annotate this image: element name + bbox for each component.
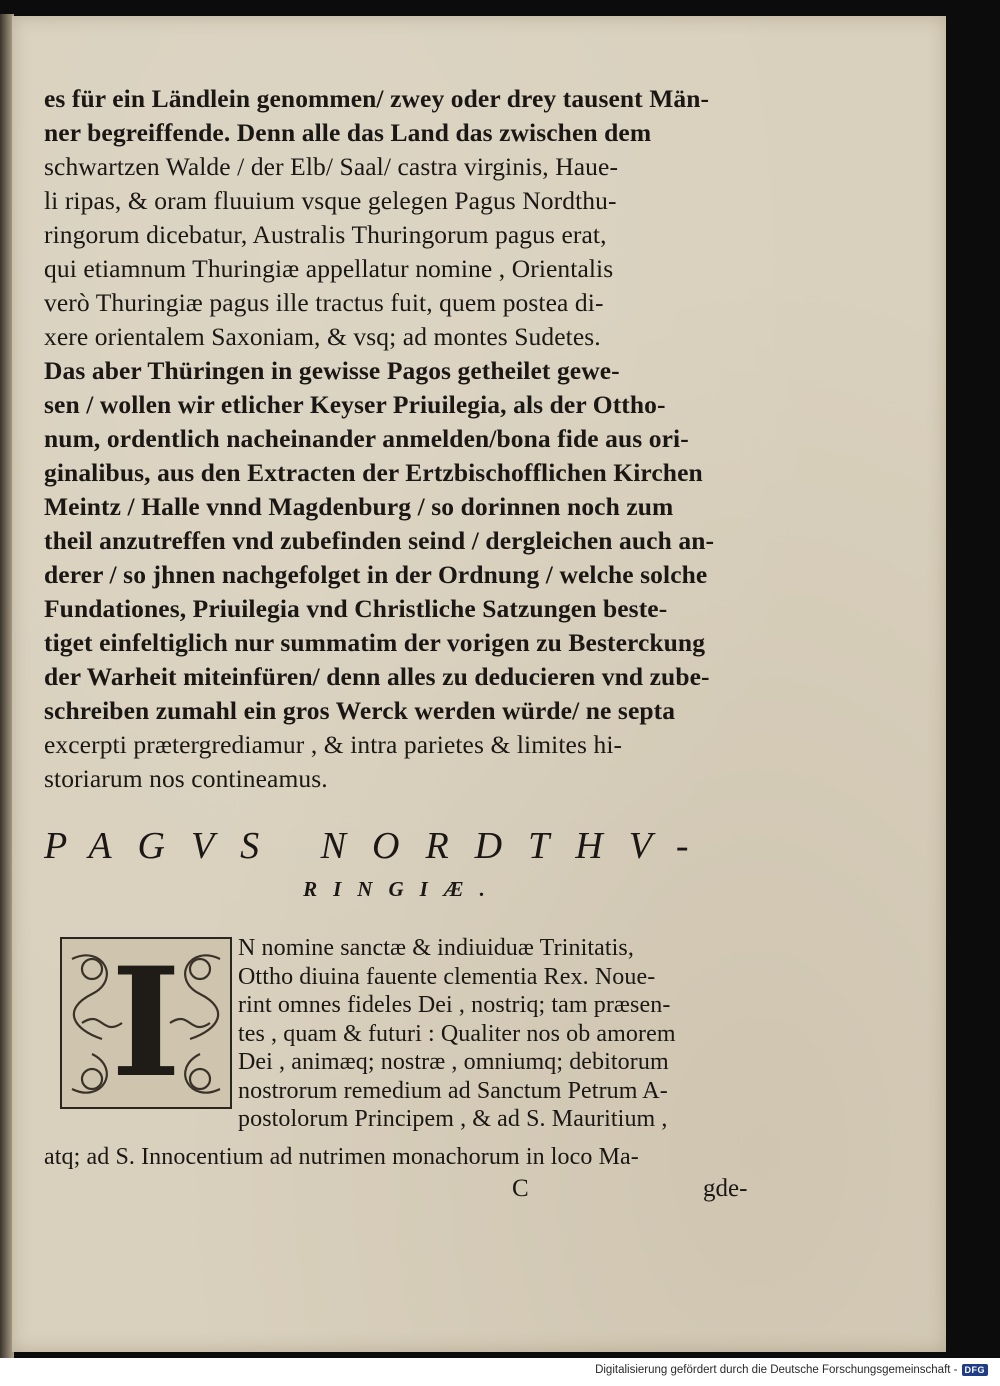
text-line: li ripas, & oram fluuium vsque gelegen Pagus Nordthu- bbox=[44, 186, 617, 215]
text-line: schreiben zumahl ein gros Werck werden würde/ ne septa bbox=[44, 696, 676, 725]
text-line: theil anzutreffen vnd zubefinden seind / dergleichen auch an- bbox=[44, 526, 715, 555]
text-line: qui etiamnum Thuringiæ appellatur nomine , Orientalis bbox=[44, 254, 614, 283]
text-line: derer / so jhnen nachgefolget in der Ordnung / welche solche bbox=[44, 560, 708, 589]
footer-credit bbox=[595, 1364, 988, 1376]
text-line: es für ein Ländlein genommen/ zwey oder drey tausent Män- bbox=[44, 84, 710, 113]
text-line: Dei , animæq; nostræ , omniumq; debitorum bbox=[238, 1049, 669, 1075]
text-block-bottom bbox=[44, 1143, 760, 1172]
text-line: sen / wollen wir etlicher Keyser Priuilegia, als der Ottho- bbox=[44, 390, 666, 419]
section-heading bbox=[44, 822, 760, 904]
text-line: num, ordentlich nacheinander anmelden/bona fide aus ori- bbox=[44, 424, 689, 453]
text-line: tiget einfeltiglich nur summatim der vorigen zu Besterckung bbox=[44, 628, 706, 657]
text-line: ginalibus, aus den Extracten der Ertzbischofflichen Kirchen bbox=[44, 458, 703, 487]
text-line: xere orientalem Saxoniam, & vsq; ad montes Sudetes. bbox=[44, 322, 601, 351]
text-line: verò Thuringiæ pagus ille tractus fuit, quem postea di- bbox=[44, 288, 604, 317]
text-line: Das aber Thüringen in gewisse Pagos getheilet gewe- bbox=[44, 356, 620, 385]
text-block-beside-initial bbox=[238, 934, 762, 1134]
heading-line-1: PAGVS NORDTHV- bbox=[44, 825, 715, 867]
text-line: ringorum dicebatur, Australis Thuringorum pagus erat, bbox=[44, 220, 607, 249]
catchword: gde- bbox=[703, 1175, 748, 1202]
dfg-logo: DFG bbox=[962, 1364, 989, 1376]
signature-mark: C bbox=[512, 1175, 529, 1202]
text-block-top bbox=[44, 82, 760, 796]
initial-letter: I bbox=[110, 935, 182, 1111]
decorated-initial bbox=[60, 937, 232, 1109]
text-line: storiarum nos contineamus. bbox=[44, 764, 328, 793]
text-line: schwartzen Walde / der Elb/ Saal/ castra virginis, Haue- bbox=[44, 152, 619, 181]
text-line: Ottho diuina fauente clementia Rex. Noue- bbox=[238, 963, 656, 990]
text-line: Fundationes, Priuilegia vnd Christliche Satzungen beste- bbox=[44, 594, 668, 623]
text-line: ner begreiffende. Denn alle das Land das zwischen dem bbox=[44, 118, 652, 147]
text-line: Meintz / Halle vnnd Magdenburg / so dorinnen noch zum bbox=[44, 492, 674, 521]
footer-text: Digitalisierung gefördert durch die Deutsche Forschungsgemeinschaft - bbox=[595, 1364, 958, 1376]
text-line: N nomine sanctæ & indiuiduæ Trinitatis, bbox=[238, 935, 634, 961]
text-line: excerpti prætergrediamur , & intra parietes & limites hi- bbox=[44, 730, 623, 759]
text-line: rint omnes fideles Dei , nostriq; tam præsen- bbox=[238, 992, 671, 1018]
text-line: atq; ad S. Innocentium ad nutrimen monachorum in loco Ma- bbox=[44, 1144, 639, 1170]
heading-line-2: RINGIÆ. bbox=[303, 877, 501, 901]
text-line: nostrorum remedium ad Sanctum Petrum A- bbox=[238, 1077, 668, 1104]
text-line: tes , quam & futuri : Qualiter nos ob amorem bbox=[238, 1020, 676, 1047]
text-line: postolorum Principem , & ad S. Mauritium , bbox=[238, 1106, 668, 1132]
text-line: der Warheit miteinfüren/ denn alles zu deducieren vnd zube- bbox=[44, 662, 710, 691]
